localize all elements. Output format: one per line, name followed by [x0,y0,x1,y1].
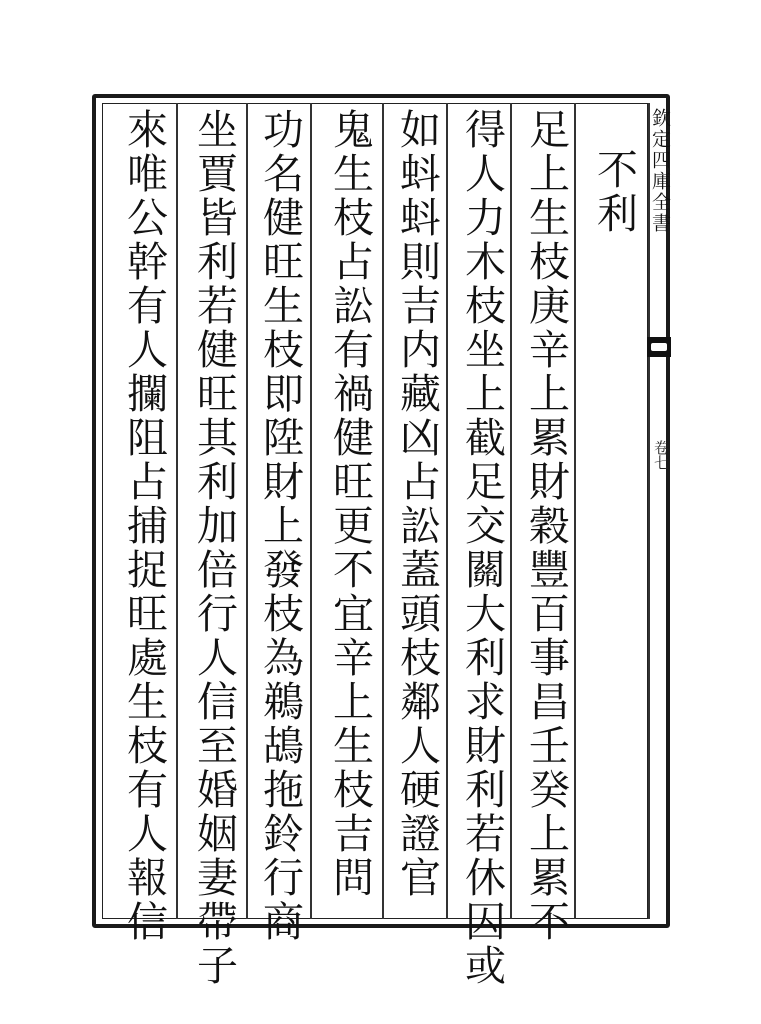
column-segment: 官 [393,856,441,900]
column-segment: 坐賈皆利若健旺其利加倍行人信至婚姻妻帶子 [190,108,238,988]
column-segment: 鬼生枝占訟有禍健旺更不宜 [326,108,374,636]
column-rule [382,103,384,919]
column-rule [446,103,448,919]
text-column-4 [393,108,441,916]
text-column-8 [120,108,168,944]
column-segment: 占捕捉旺處生枝有人報信 [120,460,168,944]
column-rule [310,103,312,919]
column-segment: 占訟蓋頭枝鄰人硬證 [393,460,441,856]
column-segment: 得人力木枝坐上截足交關大利求財利若休囚或 [458,108,506,988]
column-segment: 功名健旺生枝即陞 [256,108,304,460]
column-rule [510,103,512,919]
text-column-1 [590,148,638,956]
column-segment: 辛上生枝吉 [326,636,374,856]
fishtail-mark-icon [647,337,671,357]
column-segment: 來唯公幹有人攔阻 [120,108,168,460]
column-segment: 足上生枝 [522,108,570,284]
column-rule [574,103,576,919]
margin-book-title: 欽定四庫全書 [649,108,671,234]
text-column-5 [326,108,374,916]
column-segment: 庚辛上累財穀豐百事昌 [522,284,570,724]
column-segment: 問 [326,856,374,900]
column-segment: 壬癸上累不 [522,724,570,944]
column-rule [176,103,178,919]
column-rule [246,103,248,919]
text-column-7 [190,108,238,988]
column-segment: 如蚪蚪則吉内藏凶 [393,108,441,460]
text-column-6 [256,108,304,944]
column-segment: 財上發枝為鵜鴣拖鈴行商 [256,460,304,944]
margin-juan-number: 卷七 [652,440,670,470]
text-column-2 [522,108,570,944]
column-text: 不利 [590,148,638,236]
text-column-3 [458,108,506,988]
